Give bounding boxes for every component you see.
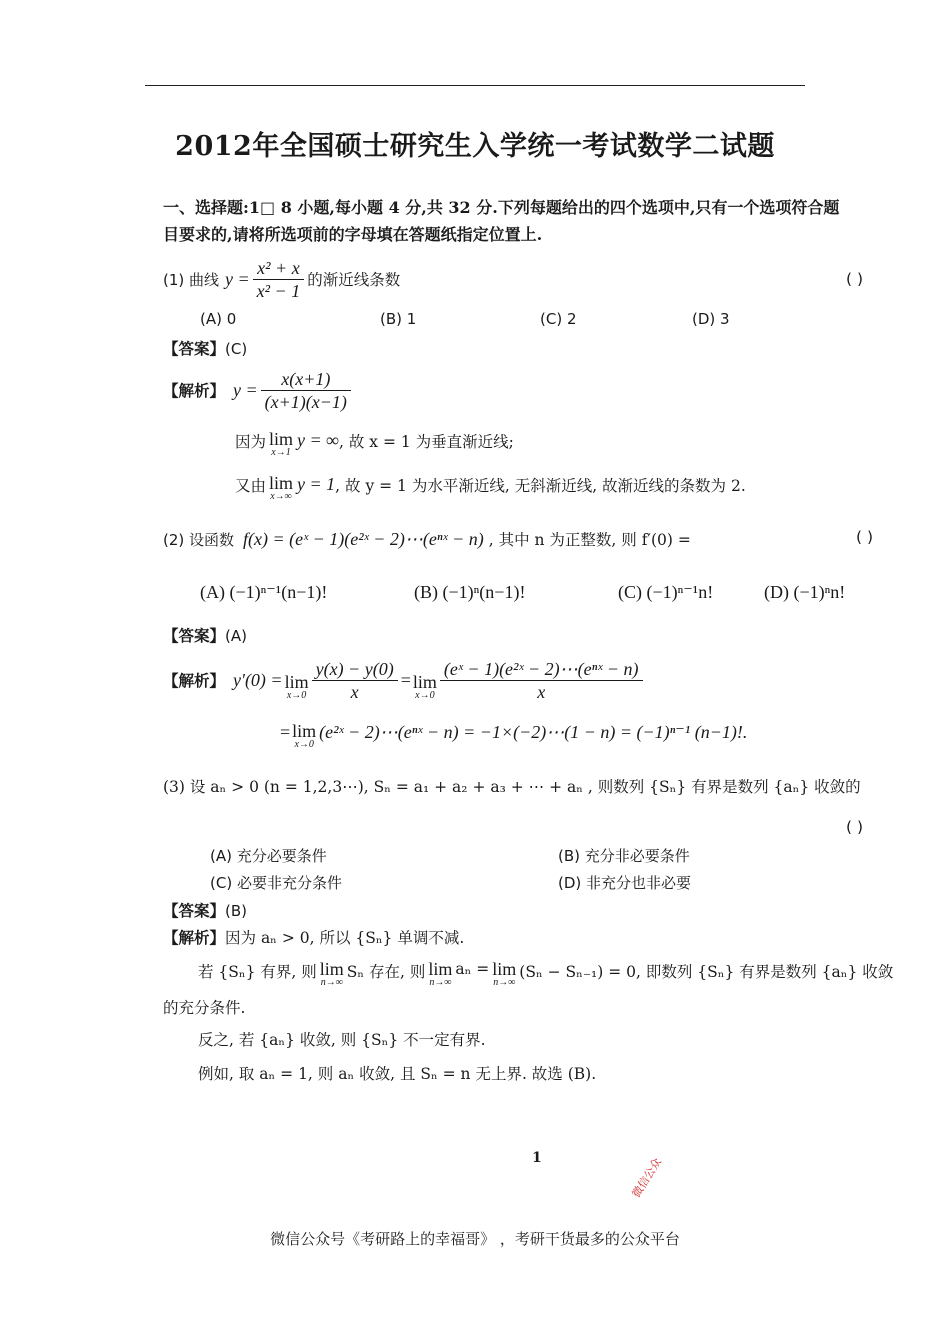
q1-fraction <box>253 257 305 302</box>
q3-analysis-line2 <box>198 960 893 988</box>
q1-line2-post: , 故 y = 1 为水平渐近线, 无斜渐近线, 故渐近线的条数为 2. <box>335 477 746 495</box>
q1-limit-2 <box>269 474 293 502</box>
q3-limit-2-sub: n→∞ <box>429 977 452 988</box>
q1-limit-2-sub: x→∞ <box>270 491 292 502</box>
page-number: 1 <box>532 1150 542 1166</box>
q2-limit-3 <box>292 722 316 750</box>
question-2-stem <box>163 528 691 550</box>
q2-line2-expr: (e²ˣ − 2)⋯(eⁿˣ − n) = −1×(−2)⋯(1 − n) = (−1)ⁿ⁻¹ (n−1)!. <box>319 722 748 742</box>
q1-sol-fraction <box>261 368 351 413</box>
q1-line2-expr: y = 1 <box>297 474 336 494</box>
q3-analysis-line1 <box>163 926 464 948</box>
q1-analysis-label: 【解析】 <box>163 381 226 400</box>
q1-line2-pre: 又由 <box>235 477 267 495</box>
q3-limit-3-sub: n→∞ <box>493 977 516 988</box>
q1-answer <box>163 337 247 359</box>
q2-analysis-line2 <box>280 722 747 750</box>
q1-limit-2-text: lim <box>269 473 294 493</box>
q1-y-eq: y = <box>225 268 250 289</box>
q1-sol-numerator: x(x+1) <box>261 368 351 391</box>
q2-option-a: (A) (−1)ⁿ⁻¹(n−1)! <box>200 582 328 602</box>
q2-fraction-1-denominator: x <box>350 681 359 702</box>
q2-option-c: (C) (−1)ⁿ⁻¹n! <box>618 582 714 602</box>
q2-line2-equals: = <box>280 722 291 742</box>
q3-option-c: (C) 必要非充分条件 <box>210 874 342 892</box>
q3-answer-paren: ( ) <box>846 818 864 836</box>
q1-option-b: (B) 1 <box>380 310 417 328</box>
q1-suffix: 的渐近线条数 <box>307 271 401 289</box>
q3-option-d: (D) 非充分也非必要 <box>558 874 692 892</box>
q1-limit-1-text: lim <box>269 429 294 449</box>
question-1-stem <box>163 253 400 305</box>
question-3-stem: (3) 设 aₙ > 0 (n = 1,2,3⋯), Sₙ = a₁ + a₂ + a₃ + ⋯ + aₙ , 则数列 {Sₙ} 有界是数列 {aₙ} 收敛的 <box>163 778 861 796</box>
q2-limit-1-sub: x→0 <box>286 690 307 701</box>
footer-text: 微信公众号《考研路上的幸福哥》 ，考研干货最多的公众平台 <box>270 1230 680 1248</box>
q3-line2-b: aₙ = <box>455 960 490 978</box>
q3-line2-pre: 若 {Sₙ} 有界, 则 <box>198 963 317 981</box>
q3-line2-c: (Sₙ − Sₙ₋₁) = 0, 即数列 {Sₙ} 有界是数列 {aₙ} 收敛 <box>519 963 894 981</box>
q2-answer-value: (A) <box>225 627 247 645</box>
q1-option-d: (D) 3 <box>692 310 730 328</box>
q3-limit-3-text: lim <box>492 959 517 979</box>
q2-limit-2 <box>413 673 437 701</box>
q1-analysis-line1 <box>235 430 514 458</box>
q1-answer-value: (C) <box>225 340 248 358</box>
q3-answer <box>163 899 247 921</box>
q1-line1-post: , 故 x = 1 为垂直渐近线; <box>339 433 514 451</box>
q2-fraction-2-denominator: x <box>537 681 546 702</box>
q3-analysis-line5: 例如, 取 aₙ = 1, 则 aₙ 收敛, 且 Sₙ = n 无上界. 故选 (B). <box>198 1065 597 1083</box>
q1-line1-pre: 因为 <box>235 433 267 451</box>
q2-analysis-label: 【解析】 <box>163 671 226 690</box>
q3-option-b: (B) 充分非必要条件 <box>558 847 690 865</box>
q1-limit-1 <box>269 430 293 458</box>
q3-limit-2-text: lim <box>428 959 453 979</box>
q2-fraction-1 <box>312 658 398 703</box>
q2-answer <box>163 624 247 646</box>
q2-limit-1-text: lim <box>284 672 309 692</box>
q2-answer-paren: ( ) <box>856 528 874 546</box>
q2-fraction-1-numerator: y(x) − y(0) <box>312 658 398 681</box>
q3-limit-2 <box>428 960 452 988</box>
q2-analysis <box>163 650 646 710</box>
q1-prefix: (1) 曲线 <box>163 270 220 289</box>
q2-lhs: y′(0) = <box>233 669 283 690</box>
q2-suffix: , 其中 n 为正整数, 则 f′(0) = <box>488 531 691 549</box>
q1-analysis <box>163 362 354 418</box>
top-rule <box>145 85 805 86</box>
q3-line2-a: Sₙ 存在, 则 <box>346 963 426 981</box>
q1-answer-paren: ( ) <box>846 270 864 288</box>
q1-line1-expr: y = ∞ <box>297 430 339 450</box>
q1-option-a: (A) 0 <box>200 310 237 328</box>
q3-limit-1 <box>320 960 344 988</box>
section-heading-line1: 一、选择题:1□ 8 小题,每小题 4 分,共 32 分.下列每题给出的四个选项中,只有一个选项符合题 <box>163 198 840 217</box>
q2-fraction-2-numerator: (eˣ − 1)(e²ˣ − 2)⋯(eⁿˣ − n) <box>440 658 643 681</box>
q2-limit-3-sub: x→0 <box>294 739 314 750</box>
q3-answer-value: (B) <box>225 902 248 920</box>
q2-option-b: (B) (−1)ⁿ(n−1)! <box>414 582 526 602</box>
q3-limit-3 <box>492 960 516 988</box>
q2-expr: f(x) = (eˣ − 1)(e²ˣ − 2)⋯(eⁿˣ − n) <box>242 529 484 549</box>
q2-limit-1 <box>285 673 309 701</box>
q3-analysis-line4: 反之, 若 {aₙ} 收敛, 则 {Sₙ} 不一定有界. <box>198 1031 486 1049</box>
q2-fraction-2 <box>440 658 643 703</box>
q1-option-c: (C) 2 <box>540 310 577 328</box>
q1-sol-denominator: (x+1)(x−1) <box>264 391 347 412</box>
q2-option-d: (D) (−1)ⁿn! <box>764 582 846 602</box>
q1-sol-y: y = <box>233 379 258 400</box>
q3-limit-1-sub: n→∞ <box>320 977 343 988</box>
page-title: 2012年全国硕士研究生入学统一考试数学二试题 <box>175 131 775 162</box>
watermark-stamp: 微信公众 <box>629 1155 665 1200</box>
q2-equals: = <box>400 669 411 690</box>
q1-analysis-line2 <box>235 474 746 502</box>
q3-limit-1-text: lim <box>319 959 344 979</box>
q3-option-a: (A) 充分必要条件 <box>210 847 327 865</box>
q2-limit-2-sub: x→0 <box>415 690 435 701</box>
q1-fraction-numerator: x² + x <box>253 257 305 280</box>
section-heading-line2: 目要求的,请将所选项前的字母填在答题纸指定位置上. <box>163 225 543 244</box>
q2-limit-3-text: lim <box>292 721 317 741</box>
q3-answer-label: 【答案】 <box>163 901 226 920</box>
q2-prefix: (2) 设函数 <box>163 531 235 549</box>
q1-answer-label: 【答案】 <box>163 339 226 358</box>
q2-answer-label: 【答案】 <box>163 626 226 645</box>
q2-limit-2-text: lim <box>412 672 437 692</box>
q1-limit-1-sub: x→1 <box>271 447 291 458</box>
q3-analysis-line3: 的充分条件. <box>163 999 246 1017</box>
q3-analysis-label: 【解析】 <box>163 928 226 947</box>
q3-line1-text: 因为 aₙ > 0, 所以 {Sₙ} 单调不减. <box>225 929 465 947</box>
q1-fraction-denominator: x² − 1 <box>256 280 301 301</box>
